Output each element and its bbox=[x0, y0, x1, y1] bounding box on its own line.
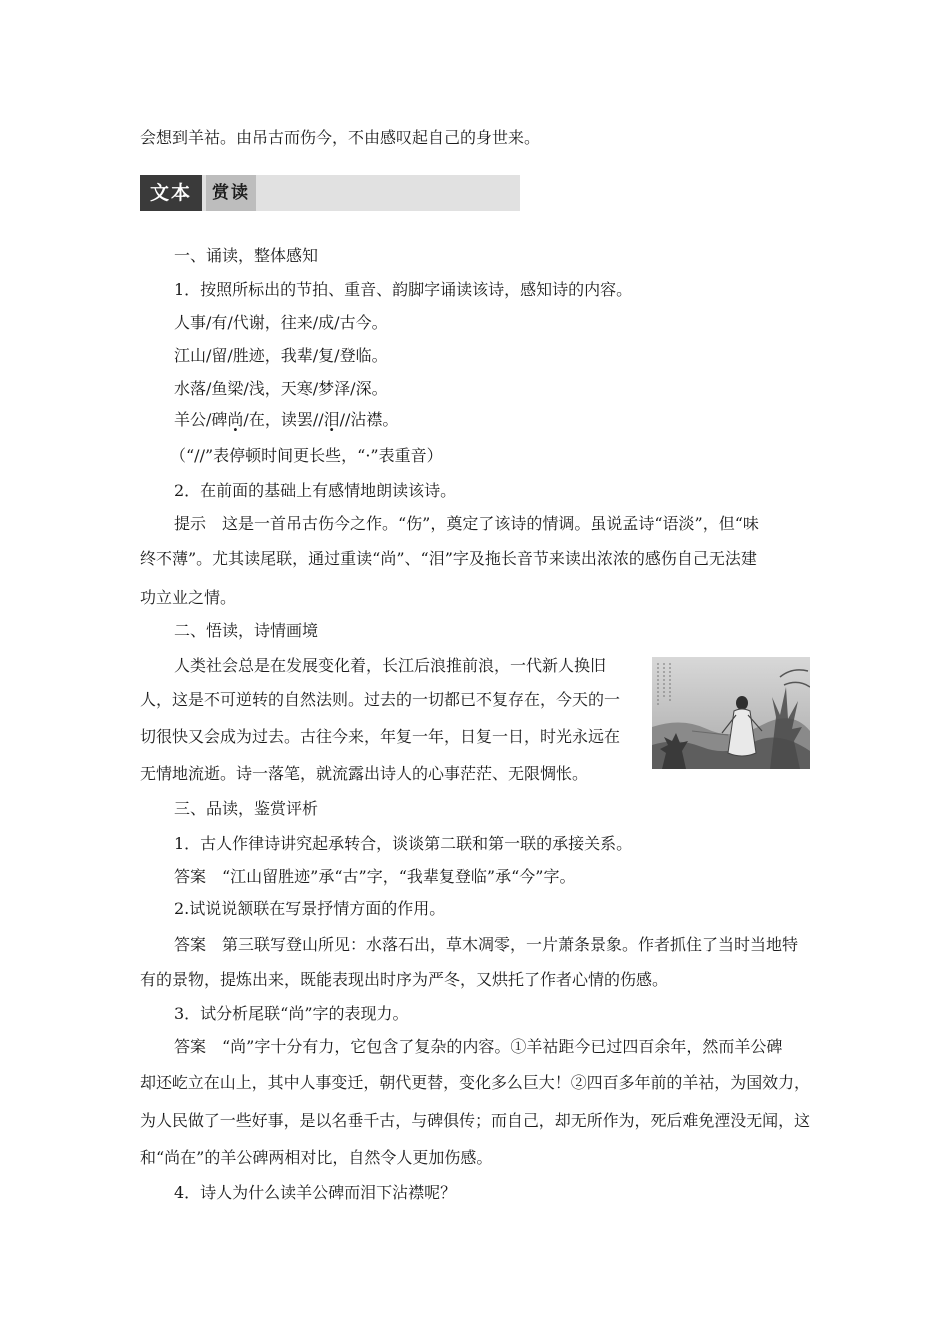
section2-paragraph-line-1: 人类社会总是在发展变化着，长江后浪推前浪，一代新人换旧 bbox=[174, 656, 607, 675]
section3-question3: 3．试分析尾联“尚”字的表现力。 bbox=[174, 1004, 409, 1023]
hint-line-2: 终不薄”。尤其读尾联，通过重读“尚”、“泪”字及拖长音节来读出浓浓的感伤自己无法建 bbox=[140, 549, 757, 568]
section2-paragraph-line-4: 无情地流逝。诗一落笔，就流露出诗人的心事茫茫、无限惆怅。 bbox=[140, 764, 589, 783]
section2-paragraph-line-2: 人，这是不可逆转的自然法则。过去的一切都已不复存在，今天的一 bbox=[140, 690, 621, 709]
section3-question1: 1．古人作律诗讲究起承转合，谈谈第二联和第一联的承接关系。 bbox=[174, 834, 633, 853]
banner-label-reading: 赏读 bbox=[206, 175, 256, 211]
section2-heading: 二、悟读，诗情画境 bbox=[174, 621, 319, 640]
hint-line-3: 功立业之情。 bbox=[140, 588, 237, 607]
poem-line-1: 人事/有/代谢，往来/成/古今。 bbox=[174, 313, 388, 332]
section1-question1: 1．按照所标出的节拍、重音、韵脚字诵读该诗，感知诗的内容。 bbox=[174, 280, 633, 299]
section3-answer3-line-4: 和“尚在”的羊公碑两相对比，自然令人更加伤感。 bbox=[140, 1148, 493, 1167]
section3-question4: 4．诗人为什么读羊公碑而泪下沾襟呢？ bbox=[174, 1183, 457, 1202]
section3-question2: 2.试说说颔联在写景抒情方面的作用。 bbox=[174, 899, 446, 918]
poem-line-4-part-a: 羊公/碑 bbox=[174, 410, 228, 429]
section3-answer1: 答案 “江山留胜迹”承“古”字，“我辈复登临”承“今”字。 bbox=[174, 867, 576, 886]
stressed-char-shang: 尚 bbox=[227, 410, 244, 429]
section3-answer2-line-2: 有的景物，提炼出来，既能表现出时序为严冬，又烘托了作者心情的伤感。 bbox=[140, 970, 669, 989]
poem-line-4-part-e: //沾襟。 bbox=[339, 410, 399, 429]
section3-answer3-line-2: 却还屹立在山上，其中人事变迁，朝代更替，变化多么巨大！②四百多年前的羊祜，为国效力， bbox=[140, 1073, 811, 1092]
section3-answer3-line-3: 为人民做了一些好事，是以名垂千古，与碑俱传；而自己，却无所作为，死后难免湮没无闻，这 bbox=[140, 1111, 811, 1130]
intro-line: 会想到羊祜。由吊古而伤今，不由感叹起自己的身世来。 bbox=[140, 128, 541, 147]
hint-line-1: 提示 这是一首吊古伤今之作。“伤”，奠定了该诗的情调。虽说孟诗“语淡”，但“味 bbox=[174, 514, 759, 533]
section3-answer3-line-1: 答案 “尚”字十分有力，它包含了复杂的内容。①羊祜距今已过四百余年，然而羊公碑 bbox=[174, 1037, 783, 1056]
pause-note: （“//”表停顿时间更长些，“·”表重音） bbox=[170, 446, 443, 465]
poem-line-4-part-c: /在，读罢// bbox=[243, 410, 324, 429]
section3-heading: 三、品读，鉴赏评析 bbox=[174, 799, 319, 818]
ink-painting-image bbox=[652, 657, 810, 769]
stressed-char-lei: 泪 bbox=[323, 410, 340, 429]
poem-line-3: 水落/鱼梁/浅，天寒/梦泽/深。 bbox=[174, 379, 388, 398]
section-banner bbox=[140, 175, 520, 211]
section1-heading: 一、诵读，整体感知 bbox=[174, 246, 319, 265]
section1-question2: 2．在前面的基础上有感情地朗读该诗。 bbox=[174, 481, 457, 500]
poem-line-4 bbox=[174, 410, 398, 430]
section3-answer2-line-1: 答案 第三联写登山所见：水落石出，草木凋零，一片萧条景象。作者抓住了当时当地特 bbox=[174, 935, 799, 954]
poem-line-2: 江山/留/胜迹，我辈/复/登临。 bbox=[174, 346, 388, 365]
section2-paragraph-line-3: 切很快又会成为过去。古往今来，年复一年，日复一日，时光永远在 bbox=[140, 727, 621, 746]
banner-label-text: 文本 bbox=[140, 175, 202, 211]
